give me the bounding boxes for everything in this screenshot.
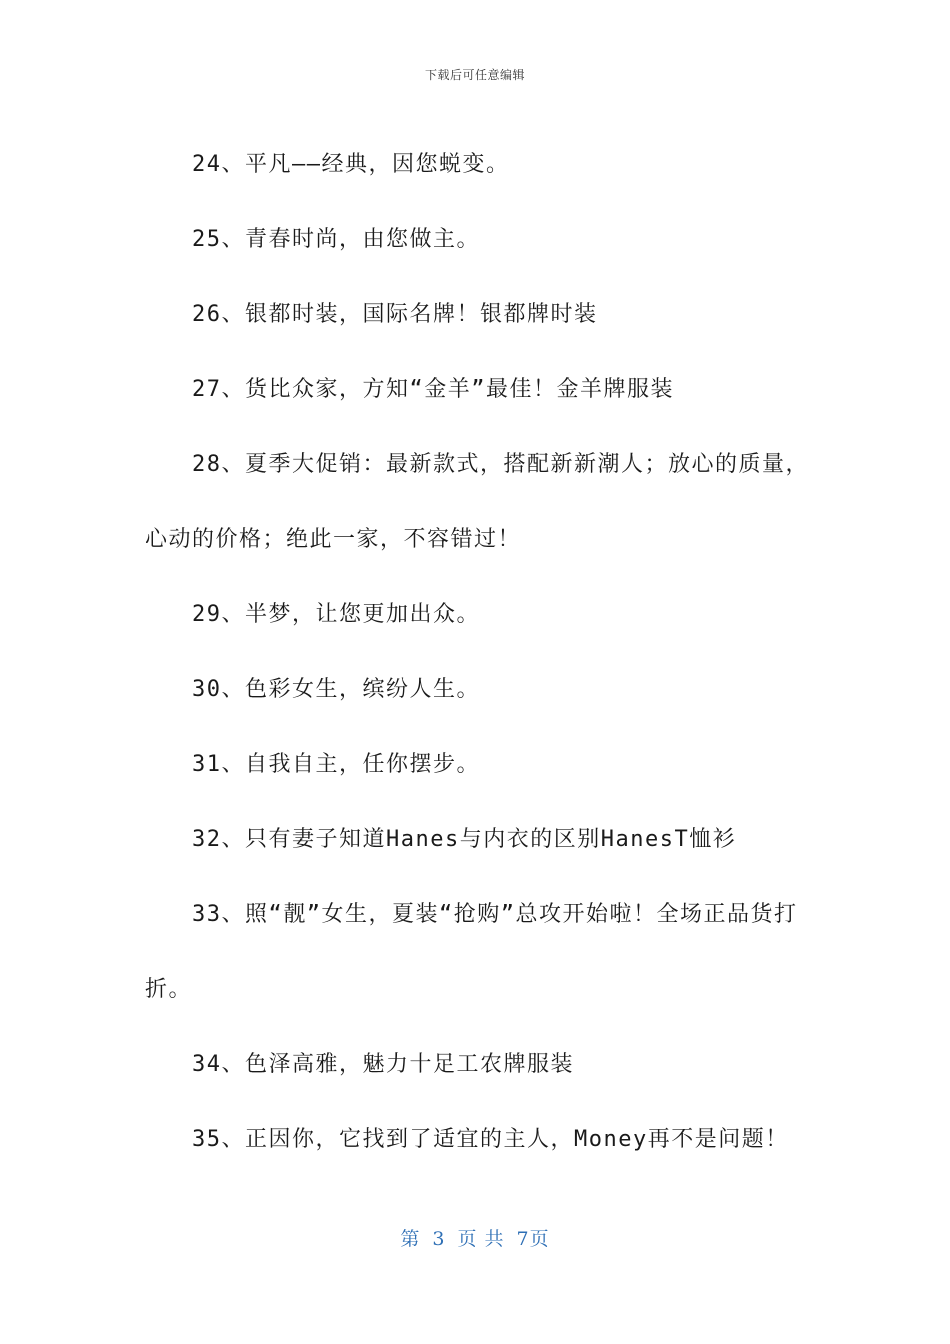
slogan-paragraph: 31、自我自主，任你摆步。 <box>192 752 480 777</box>
slogan-paragraph: 35、正因你，它找到了适宜的主人，Money再不是问题！ <box>192 1127 789 1152</box>
page-footer <box>0 1224 950 1251</box>
slogan-paragraph: 34、色泽高雅，魅力十足工农牌服装 <box>192 1052 574 1077</box>
total-pages: 7页 <box>516 1228 550 1250</box>
footer-middle: 页 共 <box>457 1228 505 1250</box>
page-header-note: 下载后可任意编辑 <box>424 68 525 82</box>
slogan-paragraph: 32、只有妻子知道Hanes与内衣的区别HanesT恤衫 <box>192 827 737 852</box>
slogan-paragraph: 33、照“靓”女生，夏装“抢购”总攻开始啦！全场正品货打折。 <box>145 902 798 1002</box>
document-body <box>145 127 810 1177</box>
slogan-paragraph: 25、青春时尚，由您做主。 <box>192 227 480 252</box>
current-page-number: 3 <box>432 1228 446 1250</box>
footer-prefix: 第 <box>400 1228 421 1250</box>
slogan-paragraph: 26、银都时装，国际名牌！银都牌时装 <box>192 302 598 327</box>
slogan-paragraph: 28、夏季大促销：最新款式，搭配新新潮人；放心的质量，心动的价格；绝此一家，不容错过！ <box>145 452 809 552</box>
slogan-paragraph: 29、半梦，让您更加出众。 <box>192 602 480 627</box>
slogan-paragraph: 24、平凡——经典，因您蜕变。 <box>192 152 510 177</box>
slogan-paragraph: 27、货比众家，方知“金羊”最佳！金羊牌服装 <box>192 377 674 402</box>
slogan-paragraph: 30、色彩女生，缤纷人生。 <box>192 677 480 702</box>
